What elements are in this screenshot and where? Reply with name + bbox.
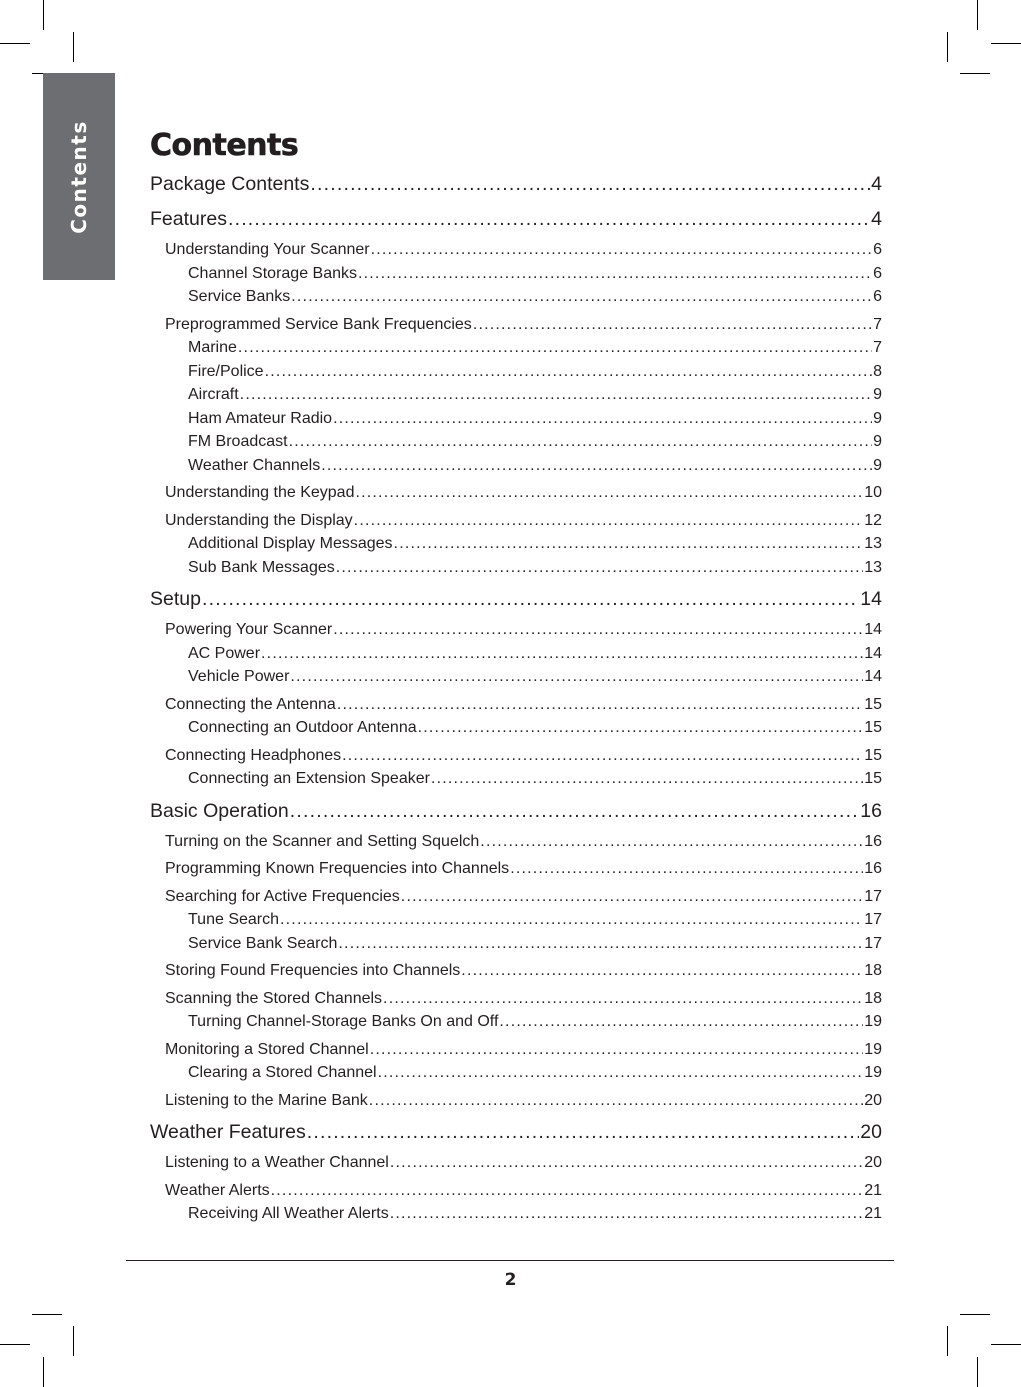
toc-entry-page: 16 [864, 832, 882, 850]
crop-mark [32, 1314, 62, 1315]
crop-mark [43, 1357, 44, 1387]
toc-entry-label: Tune Search [188, 911, 280, 928]
toc-entry [150, 1118, 882, 1147]
toc-leader-dots [378, 1061, 864, 1085]
toc-entry [150, 1202, 882, 1226]
crop-mark [991, 1344, 1021, 1345]
toc-entry-page: 8 [873, 362, 882, 380]
toc-entry [150, 665, 882, 689]
toc-entry-label: Understanding Your Scanner [165, 241, 370, 258]
toc-entry-label: Searching for Active Frequencies [165, 887, 400, 905]
toc-entry [150, 313, 882, 337]
toc-entry-label: Additional Display Messages [188, 535, 393, 552]
toc-leader-dots [401, 885, 863, 909]
toc-entry-label: Sub Bank Messages [188, 558, 335, 576]
toc-entry-page: 9 [873, 409, 882, 427]
toc-entry-label: Understanding the Keypad [165, 484, 355, 501]
toc-entry [150, 744, 882, 768]
toc-entry [150, 618, 882, 642]
toc-entry [150, 1061, 882, 1085]
toc-leader-dots [480, 830, 863, 854]
toc-entry [150, 336, 882, 360]
toc-leader-dots [271, 1179, 864, 1203]
toc-entry-label: Fire/Police [188, 362, 264, 380]
toc-entry-label: Turning on the Scanner and Setting Squelch [165, 832, 480, 850]
toc-leader-dots [238, 336, 872, 360]
toc-entry-page: 6 [873, 264, 882, 282]
toc-entry-page: 20 [864, 1154, 882, 1171]
crop-mark [947, 1326, 948, 1356]
toc-entry-page: 13 [864, 535, 882, 552]
toc-entry-page: 12 [864, 511, 882, 529]
toc-leader-dots [280, 908, 863, 932]
toc-entry-label: Service Banks [188, 288, 291, 305]
toc-entry-page: 20 [864, 1091, 882, 1109]
toc-entry [150, 1038, 882, 1062]
toc-entry-page: 16 [860, 799, 882, 822]
toc-entry-page: 17 [864, 911, 882, 928]
toc-entry-page: 10 [864, 484, 882, 501]
toc-leader-dots [310, 170, 870, 199]
toc-entry-label: Connecting Headphones [165, 746, 342, 764]
toc-entry-page: 7 [873, 339, 882, 356]
toc-entry-page: 4 [871, 173, 882, 195]
toc-entry-label: Channel Storage Banks [188, 264, 357, 282]
toc-entry-page: 15 [864, 719, 882, 736]
toc-entry-page: 15 [864, 695, 882, 713]
footer-rule [126, 1260, 894, 1261]
side-tab-label: Contents [67, 119, 91, 234]
toc-entry-page: 19 [864, 1064, 882, 1081]
toc-leader-dots [390, 1202, 864, 1226]
toc-entry-label: Vehicle Power [188, 668, 290, 685]
toc-leader-dots [265, 360, 873, 384]
toc-entry-page: 4 [871, 208, 882, 230]
table-of-contents [150, 170, 882, 1226]
toc-entry-page: 6 [873, 288, 882, 305]
toc-leader-dots [290, 797, 860, 826]
toc-entry [150, 556, 882, 580]
toc-leader-dots [510, 857, 863, 881]
toc-entry-label: Powering Your Scanner [165, 621, 333, 638]
toc-leader-dots [431, 767, 863, 791]
toc-entry-label: Marine [188, 339, 237, 356]
toc-entry-label: Service Bank Search [188, 934, 338, 952]
toc-entry-page: 13 [864, 558, 882, 576]
crop-mark [73, 32, 74, 62]
toc-entry-page: 19 [864, 1040, 882, 1058]
toc-leader-dots [461, 959, 863, 983]
crop-mark [960, 73, 990, 74]
toc-entry-page: 16 [864, 860, 882, 877]
toc-leader-dots [358, 262, 872, 286]
toc-entry [150, 1151, 882, 1175]
crop-mark [991, 43, 1021, 44]
toc-leader-dots [290, 665, 863, 689]
toc-entry-page: 20 [860, 1121, 882, 1143]
toc-entry [150, 830, 882, 854]
toc-entry-page: 9 [873, 456, 882, 474]
toc-entry [150, 454, 882, 478]
toc-entry [150, 767, 882, 791]
toc-entry-page: 19 [864, 1013, 882, 1030]
toc-leader-dots [333, 407, 872, 431]
toc-leader-dots [369, 1089, 863, 1113]
toc-leader-dots [338, 932, 863, 956]
crop-mark [977, 0, 978, 30]
crop-mark [977, 1357, 978, 1387]
toc-entry [150, 797, 882, 826]
toc-leader-dots [228, 205, 870, 234]
toc-entry-page: 14 [864, 621, 882, 638]
toc-entry-label: Connecting an Extension Speaker [188, 770, 430, 787]
toc-entry [150, 1179, 882, 1203]
toc-entry [150, 430, 882, 454]
page-title: Contents [150, 128, 299, 163]
toc-entry [150, 481, 882, 505]
toc-entry-page: 14 [864, 644, 882, 662]
toc-entry-page: 15 [864, 746, 882, 764]
toc-entry-label: Weather Features [150, 1121, 306, 1143]
toc-entry [150, 716, 882, 740]
toc-entry-label: Basic Operation [150, 799, 289, 822]
toc-leader-dots [321, 454, 872, 478]
toc-entry-label: Listening to a Weather Channel [165, 1154, 389, 1171]
toc-entry [150, 987, 882, 1011]
toc-entry-label: Programming Known Frequencies into Channels [165, 860, 510, 877]
toc-leader-dots [355, 481, 863, 505]
toc-entry-page: 14 [864, 668, 882, 685]
toc-entry [150, 407, 882, 431]
toc-entry-label: Weather Alerts [165, 1181, 270, 1199]
toc-entry [150, 857, 882, 881]
crop-mark [73, 1326, 74, 1356]
toc-entry-label: Turning Channel-Storage Banks On and Off [188, 1013, 499, 1030]
toc-entry [150, 285, 882, 309]
toc-entry [150, 532, 882, 556]
toc-entry [150, 932, 882, 956]
crop-mark [0, 43, 30, 44]
toc-entry-page: 21 [864, 1205, 882, 1222]
toc-entry [150, 383, 882, 407]
toc-leader-dots [261, 642, 863, 666]
toc-entry [150, 642, 882, 666]
crop-mark [43, 0, 44, 30]
toc-entry-label: Weather Channels [188, 456, 321, 474]
toc-leader-dots [383, 987, 863, 1011]
toc-leader-dots [202, 585, 859, 614]
toc-entry-label: Listening to the Marine Bank [165, 1091, 368, 1109]
toc-entry-label: AC Power [188, 644, 261, 662]
toc-entry [150, 693, 882, 717]
toc-leader-dots [354, 509, 864, 533]
toc-leader-dots [473, 313, 872, 337]
toc-entry [150, 885, 882, 909]
crop-mark [0, 1344, 30, 1345]
toc-entry [150, 1010, 882, 1034]
toc-entry-page: 17 [864, 934, 882, 952]
toc-entry-label: Storing Found Frequencies into Channels [165, 962, 461, 979]
toc-leader-dots [499, 1010, 863, 1034]
toc-leader-dots [394, 532, 864, 556]
toc-entry-label: Connecting the Antenna [165, 695, 336, 713]
toc-entry-page: 15 [864, 770, 882, 787]
toc-entry-label: Monitoring a Stored Channel [165, 1040, 369, 1058]
toc-entry-label: Receiving All Weather Alerts [188, 1205, 389, 1222]
toc-entry-page: 18 [864, 989, 882, 1007]
toc-entry-label: Aircraft [188, 386, 239, 403]
toc-entry-label: FM Broadcast [188, 433, 288, 450]
section-side-tab [43, 73, 115, 280]
toc-entry-page: 9 [873, 433, 882, 450]
toc-entry [150, 262, 882, 286]
toc-entry [150, 908, 882, 932]
toc-leader-dots [337, 693, 863, 717]
toc-entry [150, 509, 882, 533]
toc-entry-label: Clearing a Stored Channel [188, 1064, 377, 1081]
toc-entry-label: Package Contents [150, 173, 310, 195]
toc-entry-page: 18 [864, 962, 882, 979]
toc-entry-label: Understanding the Display [165, 511, 353, 529]
toc-entry-label: Preprogrammed Service Bank Frequencies [165, 315, 472, 333]
toc-entry-label: Features [150, 208, 227, 230]
toc-entry [150, 1089, 882, 1113]
toc-entry-page: 17 [864, 887, 882, 905]
toc-entry [150, 170, 882, 199]
toc-leader-dots [418, 716, 864, 740]
toc-entry [150, 585, 882, 614]
toc-leader-dots [390, 1151, 863, 1175]
toc-entry-page: 7 [873, 315, 882, 333]
toc-entry-label: Ham Amateur Radio [188, 409, 333, 427]
toc-leader-dots [342, 744, 863, 768]
crop-mark [960, 1314, 990, 1315]
crop-mark [947, 32, 948, 62]
toc-entry-label: Connecting an Outdoor Antenna [188, 719, 417, 736]
toc-leader-dots [291, 285, 872, 309]
toc-leader-dots [289, 430, 873, 454]
toc-entry [150, 959, 882, 983]
toc-entry-label: Scanning the Stored Channels [165, 989, 383, 1007]
toc-entry [150, 360, 882, 384]
toc-entry-label: Setup [150, 588, 201, 610]
toc-entry-page: 14 [860, 588, 882, 610]
toc-leader-dots [307, 1118, 860, 1147]
toc-entry [150, 205, 882, 234]
toc-leader-dots [240, 383, 872, 407]
toc-entry [150, 238, 882, 262]
page-number: 2 [504, 1270, 517, 1290]
toc-leader-dots [336, 556, 863, 580]
toc-entry-page: 9 [873, 386, 882, 403]
toc-entry-page: 6 [873, 241, 882, 258]
toc-leader-dots [370, 1038, 864, 1062]
toc-leader-dots [371, 238, 873, 262]
toc-leader-dots [333, 618, 863, 642]
toc-entry-page: 21 [864, 1181, 882, 1199]
